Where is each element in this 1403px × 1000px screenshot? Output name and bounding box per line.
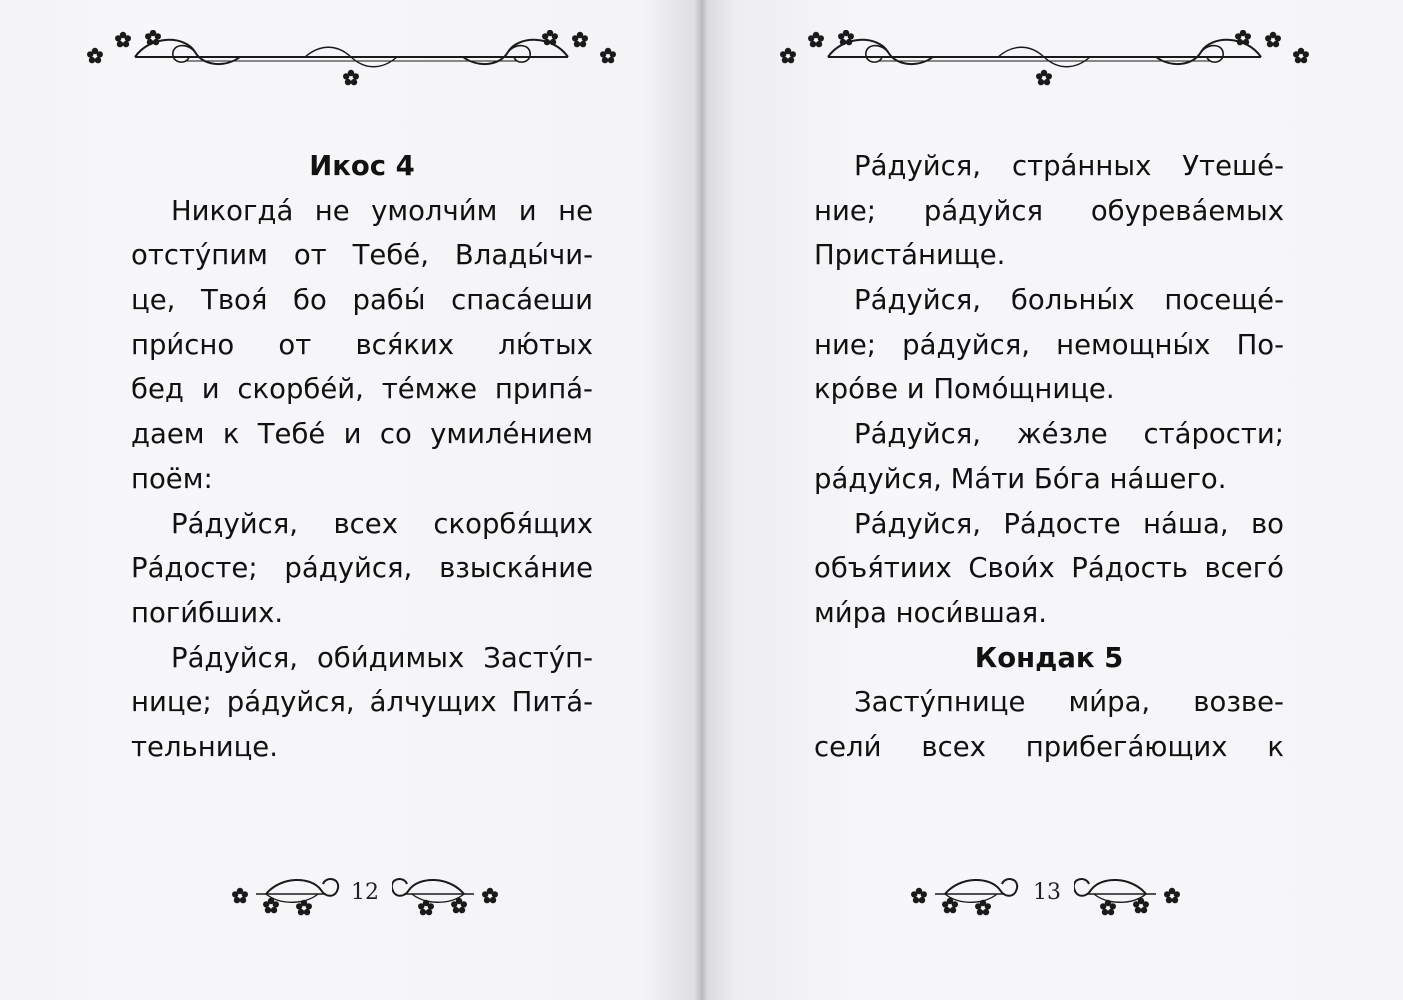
text-line: Приста́нище. — [814, 239, 1006, 272]
footer-ornament-right-icon — [1074, 872, 1194, 920]
text-line: отсту́пим от Тебе́, Влады́чи- — [131, 239, 593, 272]
text-line: ра́дуйся, Ма́ти Бо́га на́шего. — [814, 462, 1227, 495]
right-text-block — [814, 144, 1284, 770]
text-line: даем к Тебе́ и со умиле́нием — [131, 418, 593, 451]
text-line: Засту́пнице ми́ра, возве- — [854, 686, 1284, 719]
text-line: нице; ра́дуйся, а́лчущих Пита́- — [131, 686, 593, 719]
text-line: ние; ра́дуйся, немощны́х По- — [814, 328, 1284, 361]
footer-ornament-left-icon — [226, 872, 346, 920]
text-line: Ра́дуйся, оби́димых Засту́п- — [171, 641, 593, 674]
text-line: кро́ве и Помо́щнице. — [814, 373, 1115, 406]
text-line: при́сно от вся́ких лю́тых — [131, 328, 593, 361]
page-number: 13 — [1033, 880, 1061, 905]
header-ornament-icon — [768, 30, 1328, 90]
book-spine — [694, 0, 708, 1000]
text-line: сели́ всех прибега́ющих к — [814, 730, 1284, 763]
heading-ikos-4: Икос 4 — [309, 150, 415, 182]
text-line: Ра́дуйся, больны́х посеще́- — [854, 284, 1284, 317]
text-line: тельнице. — [131, 730, 278, 763]
footer-ornament-right-icon — [392, 872, 512, 920]
text-line: Ра́дуйся, же́зле ста́рости; — [854, 418, 1284, 451]
text-line: поём: — [131, 462, 213, 495]
footer-ornament-left-icon — [905, 872, 1025, 920]
text-line: це, Твоя́ бо рабы́ спаса́еши — [131, 284, 593, 317]
text-line: поги́бших. — [131, 596, 284, 629]
text-line: ми́ра носи́вшая. — [814, 596, 1047, 629]
text-line: ние; ра́дуйся обурева́емых — [814, 194, 1284, 227]
left-page — [0, 0, 700, 1000]
page-number: 12 — [351, 880, 379, 905]
text-line: Ра́дуйся, Ра́досте на́ша, во — [854, 507, 1284, 540]
heading-kondak-5: Кондак 5 — [974, 641, 1124, 674]
text-line: объя́тиих Свои́х Ра́дость всего́ — [814, 552, 1284, 585]
text-line: бед и скорбе́й, те́мже припа́- — [131, 373, 593, 406]
text-line: Никогда́ не умолчи́м и не — [171, 194, 593, 227]
left-text-block — [131, 144, 593, 770]
text-line: Ра́дуйся, стра́нных Утеше́- — [854, 150, 1284, 182]
right-page — [700, 0, 1403, 1000]
text-line: Ра́досте; ра́дуйся, взыска́ние — [131, 552, 593, 585]
header-ornament-icon — [75, 30, 635, 90]
text-line: Ра́дуйся, всех скорбя́щих — [171, 507, 593, 540]
